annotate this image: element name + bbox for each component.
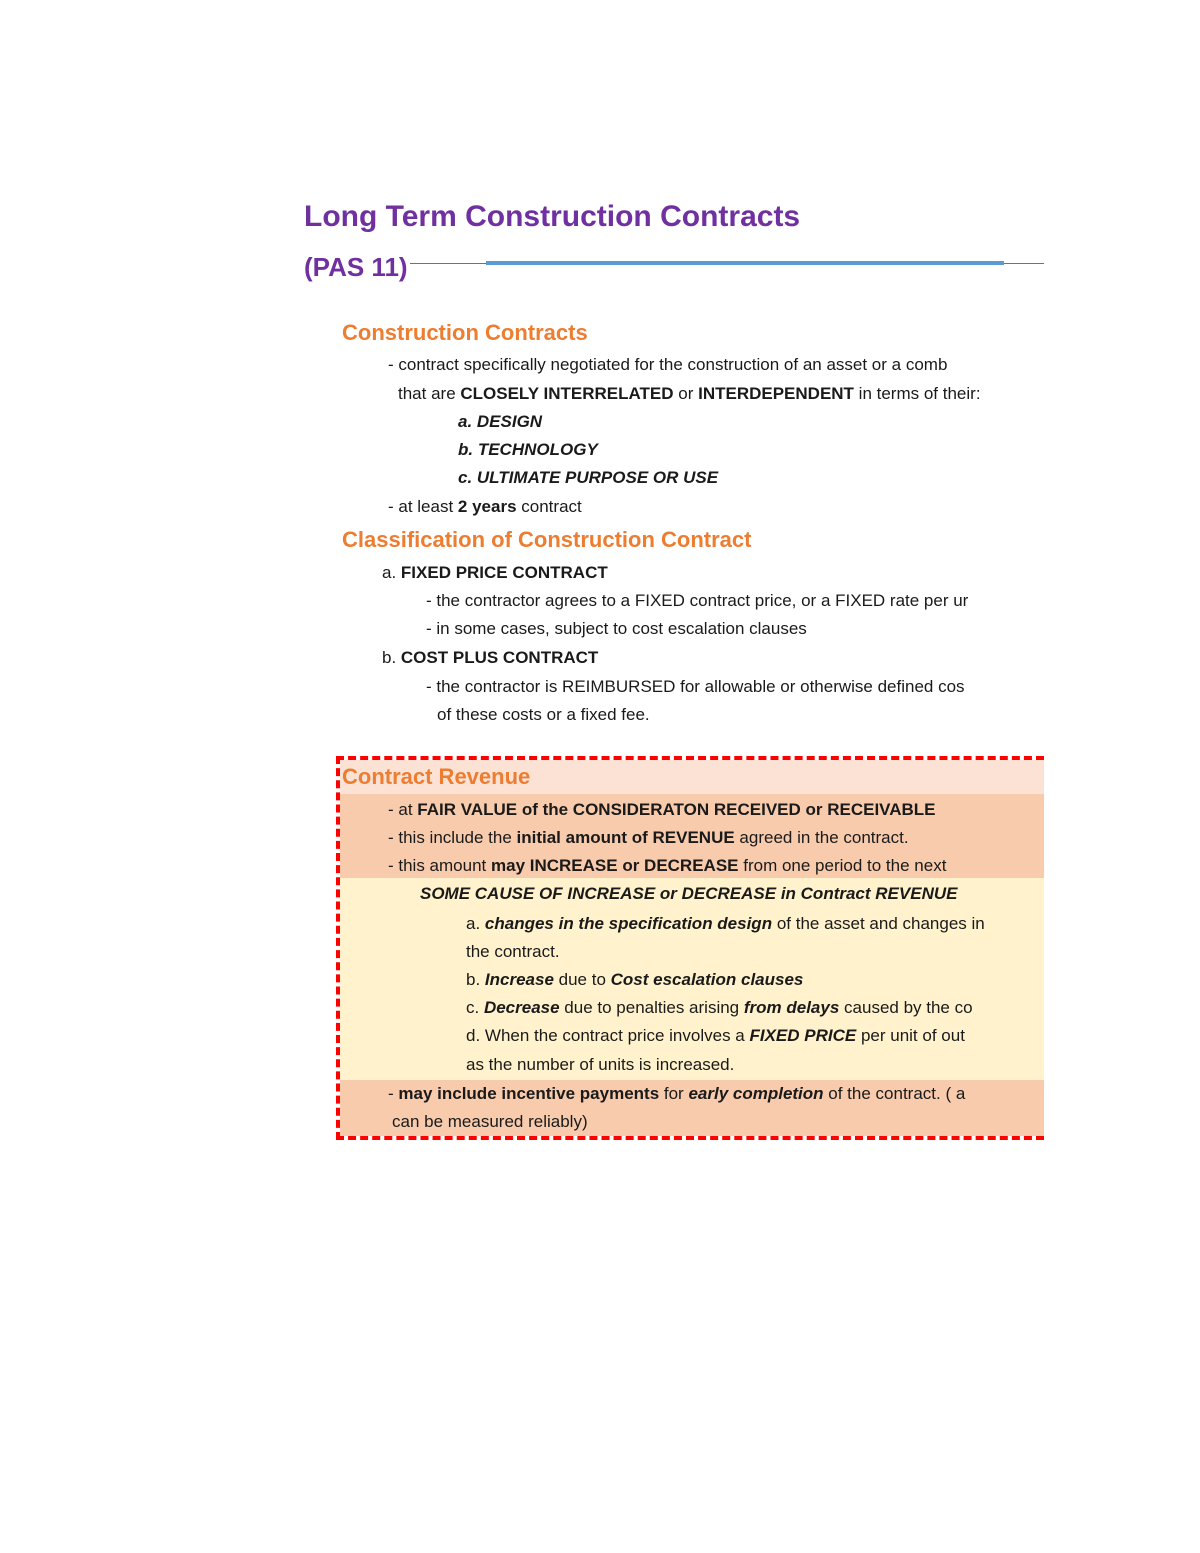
contract-revenue-heading: Contract Revenue xyxy=(342,764,531,789)
revenue-line-1: - at FAIR VALUE of the CONSIDERATON RECEIVED or RECEIVABLE xyxy=(388,800,936,819)
cost-plus-desc-1: - the contractor is REIMBURSED for allowable or otherwise defined cos xyxy=(426,677,965,696)
incentive-line-1: - may include incentive payments for early completion of the contract. ( a xyxy=(388,1084,966,1103)
list-item-technology: b. TECHNOLOGY xyxy=(458,440,598,459)
revenue-box-border-bottom xyxy=(336,1136,1044,1140)
revenue-line-2: - this include the initial amount of REVENUE agreed in the contract. xyxy=(388,828,909,847)
revenue-box-border-left xyxy=(336,756,340,1140)
causes-heading: SOME CAUSE OF INCREASE or DECREASE in Contract REVENUE xyxy=(420,884,958,903)
cause-d-line-2: as the number of units is increased. xyxy=(466,1055,735,1074)
interdependent-text: INTERDEPENDENT xyxy=(698,384,854,403)
construction-contracts-heading: Construction Contracts xyxy=(342,320,588,345)
cause-a-line-2: the contract. xyxy=(466,942,560,961)
cause-b-line: b. Increase due to Cost escalation clauses xyxy=(466,970,804,989)
page-title: Long Term Construction Contracts xyxy=(304,200,801,233)
duration-line: - at least 2 years contract xyxy=(388,497,582,516)
classification-heading: Classification of Construction Contract xyxy=(342,527,752,552)
revenue-line-3: - this amount may INCREASE or DECREASE from one period to the next xyxy=(388,856,947,875)
cause-c-line: c. Decrease due to penalties arising from delays caused by the co xyxy=(466,998,973,1017)
list-item-design: a. DESIGN xyxy=(458,412,543,431)
list-item-purpose: c. ULTIMATE PURPOSE OR USE xyxy=(458,468,719,487)
incentive-line-2: can be measured reliably) xyxy=(392,1112,588,1131)
fixed-price-heading: a. FIXED PRICE CONTRACT xyxy=(382,563,608,582)
closely-interrelated-text: CLOSELY INTERRELATED xyxy=(460,384,674,403)
cause-a-line-1: a. changes in the specification design of the asset and changes in xyxy=(466,914,985,933)
definition-line-1: - contract specifically negotiated for the construction of an asset or a comb xyxy=(388,355,948,374)
title-rule-thick xyxy=(486,261,1004,265)
fixed-price-desc-2: - in some cases, subject to cost escalation clauses xyxy=(426,619,807,638)
page-subtitle: (PAS 11) xyxy=(304,252,408,282)
cause-d-line-1: d. When the contract price involves a FIXED PRICE per unit of out xyxy=(466,1026,965,1045)
definition-line-2: that are CLOSELY INTERRELATED or INTERDEPENDENT in terms of their: xyxy=(398,384,981,403)
revenue-box-border-top xyxy=(336,756,1044,760)
cost-plus-heading: b. COST PLUS CONTRACT xyxy=(382,648,599,667)
fixed-price-desc-1: - the contractor agrees to a FIXED contract price, or a FIXED rate per ur xyxy=(426,591,969,610)
cost-plus-desc-2: of these costs or a fixed fee. xyxy=(437,705,650,724)
